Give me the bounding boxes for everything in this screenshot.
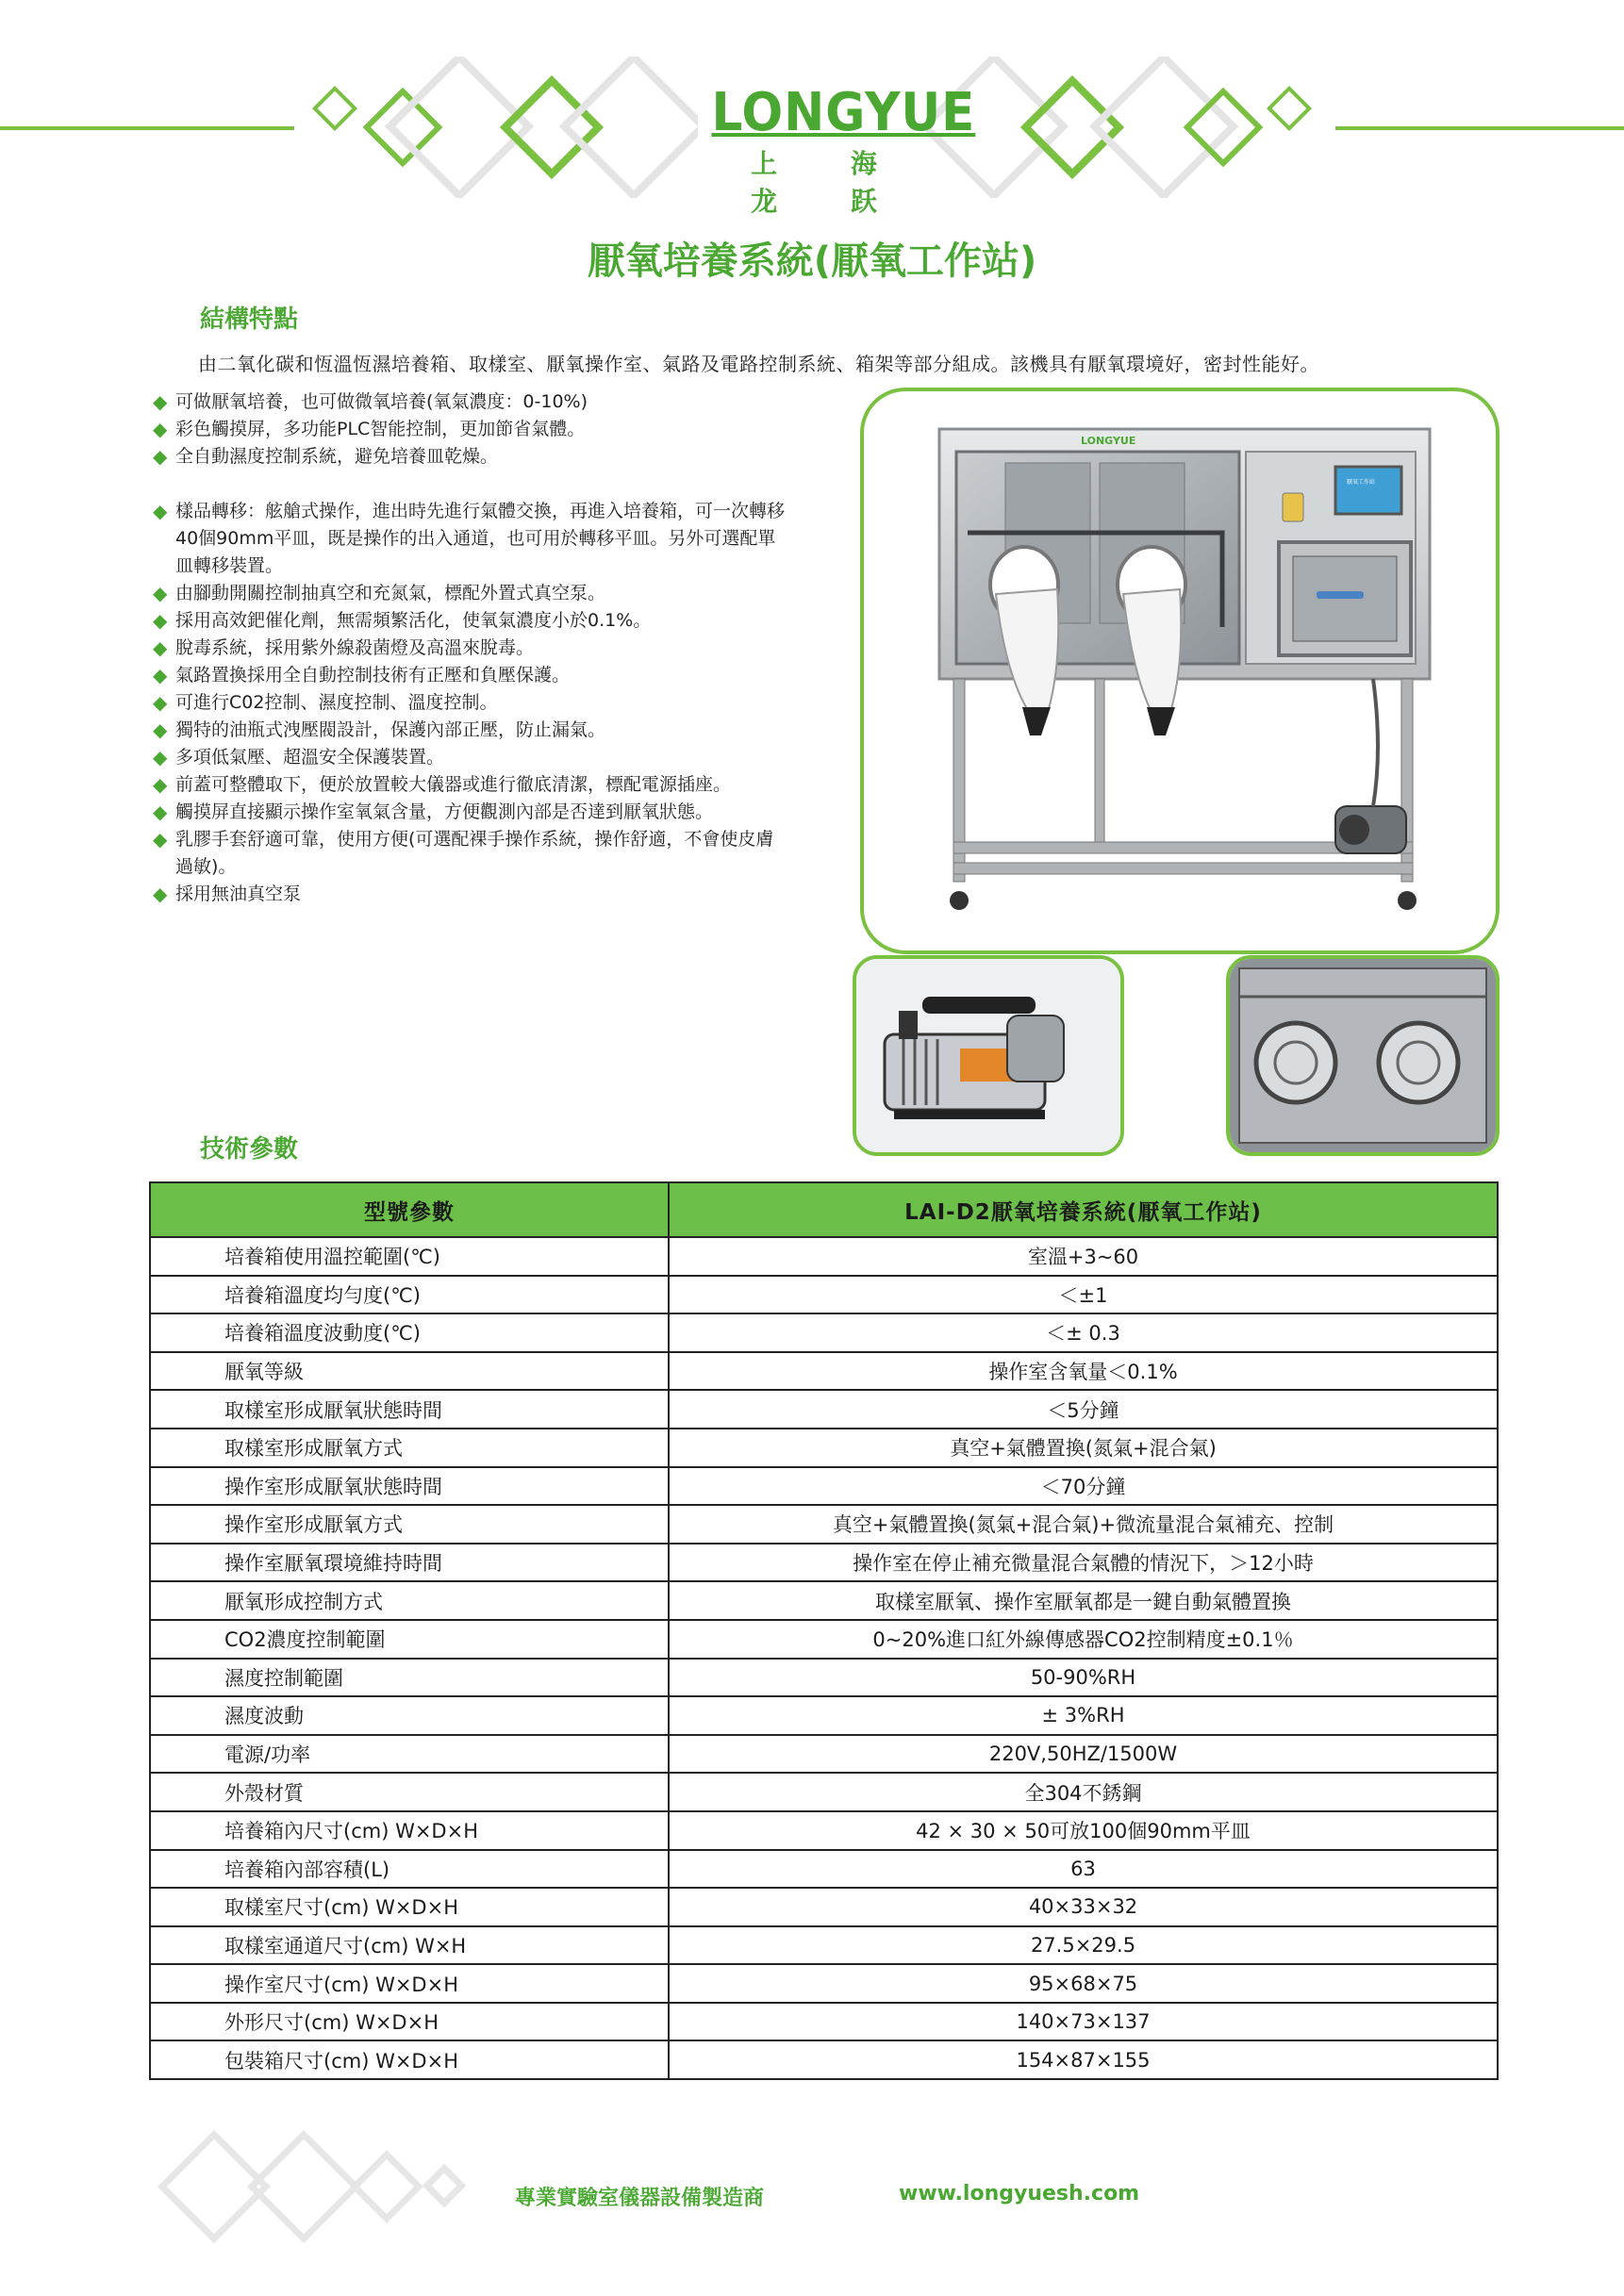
param-value: 操作室在停止補充微量混合氣體的情況下，＞12小時 [669,1544,1498,1582]
param-name: 操作室形成厭氧方式 [150,1505,669,1544]
param-value: 95×68×75 [669,1964,1498,2003]
param-value: 真空+氣體置換(氮氣+混合氣) [669,1429,1498,1467]
list-item: ◆ 樣品轉移：舷艙式操作，進出時先進行氣體交換，再進入培養箱，可一次轉移40個90mm平皿，既是操作的出入通道，也可用於轉移平皿。另外可選配單皿轉移裝置。 [153,498,785,580]
brand-logo [703,82,976,219]
param-value: ± 3%RH [669,1696,1498,1735]
list-item: ◆ 多項低氣壓、超溫安全保護裝置。 [153,744,785,771]
diamond-icon [315,89,355,128]
device-brand-label: LONGYUE [1081,435,1136,447]
brand-name: LONGYUE [711,82,976,143]
table-row [150,1620,1498,1659]
param-name: 外形尺寸(cm) W×D×H [150,2003,669,2041]
param-name: 操作室形成厭氧狀態時間 [150,1467,669,1506]
param-name: 培養箱使用溫控範圍(℃) [150,1237,669,1276]
table-header-cell: LAI-D2厭氧培養系統(厭氧工作站) [669,1182,1498,1237]
table-row [150,1926,1498,1965]
param-name: 電源/功率 [150,1735,669,1774]
param-value: ＜70分鐘 [669,1467,1498,1506]
param-name: 培養箱內尺寸(cm) W×D×H [150,1811,669,1850]
param-value: 0~20%進口紅外線傳感器CO2控制精度±0.1％ [669,1620,1498,1659]
param-name: 培養箱溫度波動度(℃) [150,1313,669,1352]
anaerobic-workstation-image [864,391,1496,950]
table-row [150,1773,1498,1811]
param-name: 外殼材質 [150,1773,669,1811]
header-diamonds-right [926,57,1341,198]
footer-diamonds [149,2126,489,2249]
list-item: ◆ 脫毒系統，採用紫外線殺菌燈及高溫來脫毒。 [153,635,785,662]
param-value: ＜±1 [669,1276,1498,1314]
param-value: 154×87×155 [669,2040,1498,2079]
vacuum-pump-photo-frame [853,955,1124,1156]
param-value: 220V,50HZ/1500W [669,1735,1498,1774]
list-item: ◆ 獨特的油瓶式洩壓閥設計，保護內部正壓，防止漏氣。 [153,717,785,744]
features-heading: 結構特點 [200,306,299,334]
header-line-right [1335,126,1624,130]
list-item: ◆ 彩色觸摸屏，多功能PLC智能控制，更加節省氣體。 [153,416,785,443]
param-value: 63 [669,1850,1498,1889]
table-row [150,1964,1498,2003]
table-row [150,1544,1498,1582]
diamond-icon [564,57,698,195]
table-row [150,1811,1498,1850]
diamond-icon [427,2169,462,2204]
diamond-icon [1269,89,1309,128]
param-name: 包裝箱尺寸(cm) W×D×H [150,2040,669,2079]
diamond-icon [367,91,439,163]
intro-text: 由二氧化碳和恆溫恆濕培養箱、取樣室、厭氧操作室、氣路及電路控制系統、箱架等部分組成。該機具有厭氧環境好，密封性能好。 [198,353,1319,375]
table-row [150,1237,1498,1276]
param-value: 真空+氣體置換(氮氣+混合氣)+微流量混合氣補充、控制 [669,1505,1498,1544]
vacuum-pump-image [856,959,1120,1152]
interior-photo-frame [1226,955,1500,1156]
param-value: 140×73×137 [669,2003,1498,2041]
table-row [150,1467,1498,1506]
list-item: ◆ 可做厭氧培養，也可做微氧培養(氧氣濃度：0-10%) [153,388,785,416]
param-value: 40×33×32 [669,1888,1498,1926]
table-row [150,1581,1498,1620]
param-name: 培養箱溫度均勻度(℃) [150,1276,669,1314]
table-row [150,1659,1498,1697]
page-title: 厭氧培養系統(厭氧工作站) [587,240,1037,283]
diamond-icon [1026,81,1119,174]
table-row [150,1735,1498,1774]
list-item: ◆ 氣路置換採用全自動控制技術有正壓和負壓保護。 [153,662,785,689]
table-row [150,1888,1498,1926]
feature-list [153,388,785,908]
param-value: 27.5×29.5 [669,1926,1498,1965]
product-photo-frame [860,388,1500,954]
list-item: ◆ 由腳動開關控制抽真空和充氮氣，標配外置式真空泵。 [153,580,785,607]
spec-table [149,1181,1499,2080]
list-item: ◆ 採用高效鈀催化劑，無需頻繁活化，使氧氣濃度小於0.1%。 [153,607,785,635]
header-diamonds-left [283,57,698,198]
param-name: 濕度波動 [150,1696,669,1735]
list-item: ◆ 乳膠手套舒適可靠，使用方便(可選配裸手操作系統，操作舒適，不會使皮膚過敏)。 [153,826,785,881]
diamond-icon [355,2155,419,2219]
param-value: 取樣室厭氧、操作室厭氧都是一鍵自動氣體置換 [669,1581,1498,1620]
table-row [150,2003,1498,2041]
param-name: CO2濃度控制範圍 [150,1620,669,1659]
list-item: ◆ 可進行C02控制、濕度控制、溫度控制。 [153,689,785,717]
param-value: ＜5分鐘 [669,1390,1498,1429]
param-value: 50-90%RH [669,1659,1498,1697]
param-name: 取樣室形成厭氧狀態時間 [150,1390,669,1429]
param-name: 厭氧形成控制方式 [150,1581,669,1620]
diamond-icon [505,81,599,174]
list-item: ◆ 全自動濕度控制系統，避免培養皿乾燥。 [153,443,785,471]
glove-port-interior-image [1230,959,1496,1152]
specs-heading: 技術參數 [200,1135,299,1164]
list-item: ◆ 採用無油真空泵 [153,881,785,908]
param-name: 濕度控制範圍 [150,1659,669,1697]
brand-subtitle: 上 海 龙 跃 [751,148,909,217]
header-line-left [0,126,294,130]
device-screen-text: 厭氧工作站 [1347,479,1376,486]
param-name: 培養箱內部容積(L) [150,1850,669,1889]
table-row [150,1505,1498,1544]
param-name: 取樣室通道尺寸(cm) W×H [150,1926,669,1965]
diamond-icon [1187,91,1259,163]
param-value: 室溫+3~60 [669,1237,1498,1276]
param-name: 操作室厭氧環境維持時間 [150,1544,669,1582]
footer-tagline: 專業實驗室儀器設備製造商 [515,2187,765,2210]
table-row [150,1276,1498,1314]
table-row [150,1313,1498,1352]
table-row [150,1696,1498,1735]
table-header-cell: 型號參數 [150,1182,669,1237]
table-header-row [150,1182,1498,1237]
list-item: ◆ 前蓋可整體取下，便於放置較大儀器或進行徹底清潔，標配電源插座。 [153,771,785,799]
table-row [150,1850,1498,1889]
list-item: ◆ 觸摸屏直接顯示操作室氧氣含量，方便觀測內部是否達到厭氧狀態。 [153,799,785,826]
param-name: 厭氧等級 [150,1352,669,1391]
param-value: 42 × 30 × 50可放100個90mm平皿 [669,1811,1498,1850]
param-value: 操作室含氧量＜0.1% [669,1352,1498,1391]
param-value: 全304不銹鋼 [669,1773,1498,1811]
param-name: 操作室尺寸(cm) W×D×H [150,1964,669,2003]
table-row [150,1352,1498,1391]
table-row [150,1390,1498,1429]
table-row [150,2040,1498,2079]
table-row [150,1429,1498,1467]
param-name: 取樣室形成厭氧方式 [150,1429,669,1467]
param-name: 取樣室尺寸(cm) W×D×H [150,1888,669,1926]
param-value: ＜± 0.3 [669,1313,1498,1352]
footer-website-link[interactable]: www.longyuesh.com [899,2182,1140,2205]
